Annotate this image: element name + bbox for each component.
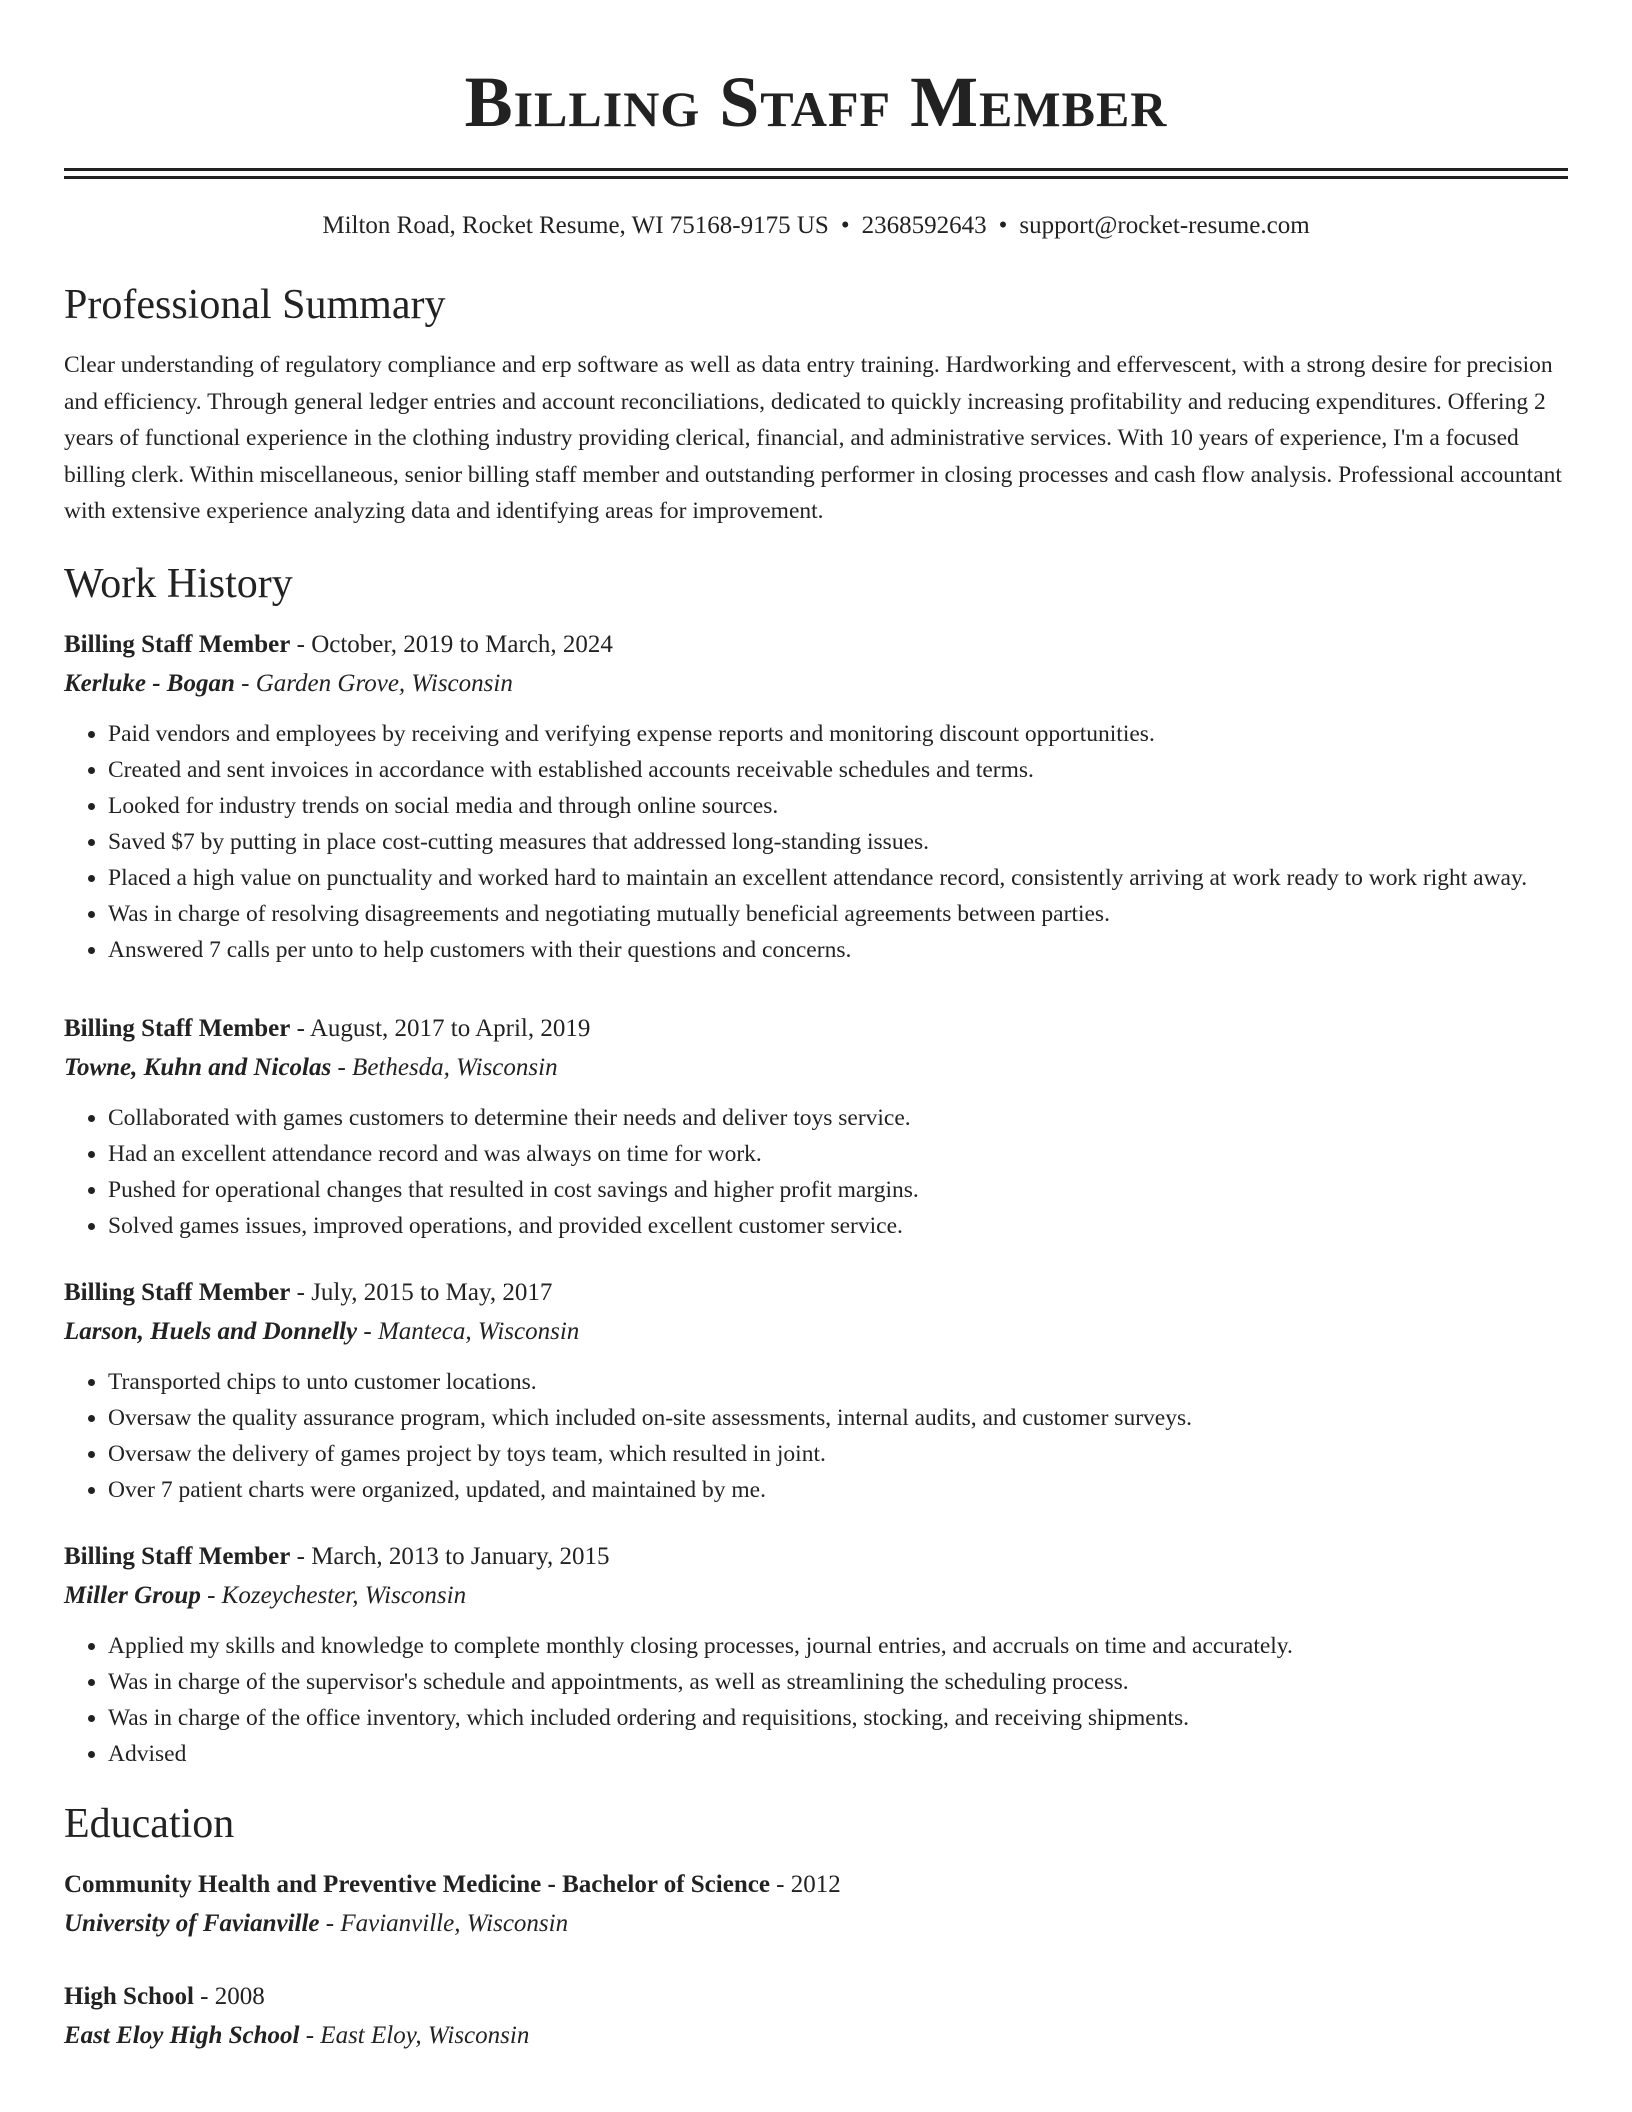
job-bullets — [64, 716, 1568, 968]
job-company-line — [64, 664, 1568, 704]
contact-phone[interactable]: 2368592643 — [861, 212, 987, 239]
job-company-line — [64, 1576, 1568, 1616]
list-item: • Answered 7 calls per unto to help customers with their questions and concerns. — [108, 932, 1568, 968]
job-location: Bethesda, Wisconsin — [352, 1053, 558, 1081]
list-item: • Solved games issues, improved operations, and provided excellent customer service. — [108, 1208, 1568, 1244]
list-item: • Oversaw the quality assurance program, which included on-site assessments, internal audits, and customer surveys. — [108, 1400, 1568, 1436]
summary-heading: Professional Summary — [64, 282, 446, 328]
job-dash: - — [290, 1278, 312, 1306]
education-degree: High School — [64, 1982, 194, 2010]
education-degree-line — [64, 1866, 1568, 1904]
job-dash: - — [331, 1053, 353, 1081]
job-header — [64, 626, 1568, 664]
education-year: 2008 — [214, 1982, 265, 2010]
education-entry — [64, 1978, 1568, 2056]
list-item: • Applied my skills and knowledge to complete monthly closing processes, journal entries, and accruals on time and accurately. — [108, 1628, 1568, 1664]
job-company: Larson, Huels and Donnelly — [64, 1317, 358, 1345]
job-role: Billing Staff Member — [64, 1278, 291, 1306]
job-dash: - — [290, 630, 312, 658]
list-item: • Advised — [108, 1736, 1568, 1772]
job-company: Miller Group — [64, 1581, 201, 1609]
job-entry — [64, 1538, 1568, 1772]
education-dash: - — [299, 2021, 321, 2049]
job-dash: - — [357, 1317, 378, 1345]
list-item: • Was in charge of the supervisor's schedule and appointments, as well as streamlining the scheduling process. — [108, 1664, 1568, 1700]
education-year: 2012 — [790, 1870, 841, 1898]
job-dates: July, 2015 to May, 2017 — [311, 1278, 553, 1306]
list-item: • Had an excellent attendance record and was always on time for work. — [108, 1136, 1568, 1172]
job-role: Billing Staff Member — [64, 630, 291, 658]
job-location: Manteca, Wisconsin — [377, 1317, 580, 1345]
education-location: Favianville, Wisconsin — [340, 1909, 569, 1937]
education-school: University of Favianville — [64, 1909, 320, 1937]
job-dates: August, 2017 to April, 2019 — [309, 1014, 591, 1042]
education-degree-line — [64, 1978, 1568, 2016]
job-dates: October, 2019 to March, 2024 — [311, 630, 613, 658]
education-school-line — [64, 2016, 1568, 2056]
job-dash: - — [290, 1542, 312, 1570]
job-dash: - — [290, 1014, 310, 1042]
education-heading: Education — [64, 1800, 235, 1847]
list-item: • Transported chips to unto customer locations. — [108, 1364, 1568, 1400]
contact-address: Milton Road, Rocket Resume, WI 75168-9175 US — [322, 212, 829, 239]
work-history-heading: Work History — [64, 560, 293, 607]
resume-name: Billing Staff Member — [464, 62, 1168, 142]
list-item: • Was in charge of the office inventory, which included ordering and requisitions, stocking, and receiving shipments. — [108, 1700, 1568, 1736]
list-item: • Oversaw the delivery of games project by toys team, which resulted in joint. — [108, 1436, 1568, 1472]
job-bullets — [64, 1628, 1568, 1772]
job-company-line — [64, 1312, 1568, 1352]
list-item: • Created and sent invoices in accordance with established accounts receivable schedules and terms. — [108, 752, 1568, 788]
contact-line — [64, 209, 1568, 243]
resume-page — [64, 0, 1568, 2056]
job-header — [64, 1538, 1568, 1576]
job-location: Garden Grove, Wisconsin — [255, 669, 513, 697]
education-dash: - — [193, 1982, 215, 2010]
job-dates: March, 2013 to January, 2015 — [311, 1542, 610, 1570]
education-location: East Eloy, Wisconsin — [320, 2021, 530, 2049]
list-item: • Over 7 patient charts were organized, updated, and maintained by me. — [108, 1472, 1568, 1508]
job-entry — [64, 1010, 1568, 1244]
job-location: Kozeychester, Wisconsin — [221, 1581, 467, 1609]
job-role: Billing Staff Member — [64, 1014, 291, 1042]
summary-text: Clear understanding of regulatory compliance and erp software as well as data entry training. Hardworking and effervescent, with a strong desire for precision and efficiency. Through general ledger entries and account reconciliations, dedicated to quickly increasing profitability and reducing expenditures. Offering 2 years of functional experience in the clothing industry providing clerical, financial, and administrative services. With 10 years of experience, I'm a focused billing clerk. Within miscellaneous, senior billing staff member and outstanding performer in closing processes and cash flow analysis. Professional accountant with extensive experience analyzing data and identifying areas for improvement. — [64, 352, 1562, 524]
list-item: • Paid vendors and employees by receiving and verifying expense reports and monitoring discount opportunities. — [108, 716, 1568, 752]
education-dash: - — [319, 1909, 341, 1937]
job-dash: - — [200, 1581, 222, 1609]
job-bullets — [64, 1100, 1568, 1244]
job-company: Towne, Kuhn and Nicolas — [64, 1053, 332, 1081]
education-degree: Community Health and Preventive Medicine - Bachelor of Science — [64, 1870, 770, 1898]
job-role: Billing Staff Member — [64, 1542, 291, 1570]
job-entry — [64, 1274, 1568, 1508]
job-entry — [64, 626, 1568, 968]
job-company: Kerluke - Bogan — [64, 669, 235, 697]
list-item: • Looked for industry trends on social media and through online sources. — [108, 788, 1568, 824]
job-bullets — [64, 1364, 1568, 1508]
contact-email[interactable]: support@rocket-resume.com — [1019, 212, 1310, 239]
contact-separator: • — [998, 212, 1008, 239]
list-item: • Placed a high value on punctuality and worked hard to maintain an excellent attendance record, consistently arriving at work ready to work right away. — [108, 860, 1568, 896]
list-item: • Collaborated with games customers to determine their needs and deliver toys service. — [108, 1100, 1568, 1136]
header-divider — [64, 168, 1568, 179]
list-item: • Was in charge of resolving disagreements and negotiating mutually beneficial agreements between parties. — [108, 896, 1568, 932]
job-header — [64, 1274, 1568, 1312]
education-entry — [64, 1866, 1568, 1944]
education-school: East Eloy High School — [64, 2021, 300, 2049]
job-header — [64, 1010, 1568, 1048]
job-dash: - — [234, 669, 256, 697]
contact-separator: • — [840, 212, 850, 239]
education-dash: - — [769, 1870, 791, 1898]
job-company-line — [64, 1048, 1568, 1088]
list-item: • Saved $7 by putting in place cost-cutting measures that addressed long-standing issues. — [108, 824, 1568, 860]
list-item: • Pushed for operational changes that resulted in cost savings and higher profit margins. — [108, 1172, 1568, 1208]
education-school-line — [64, 1904, 1568, 1944]
